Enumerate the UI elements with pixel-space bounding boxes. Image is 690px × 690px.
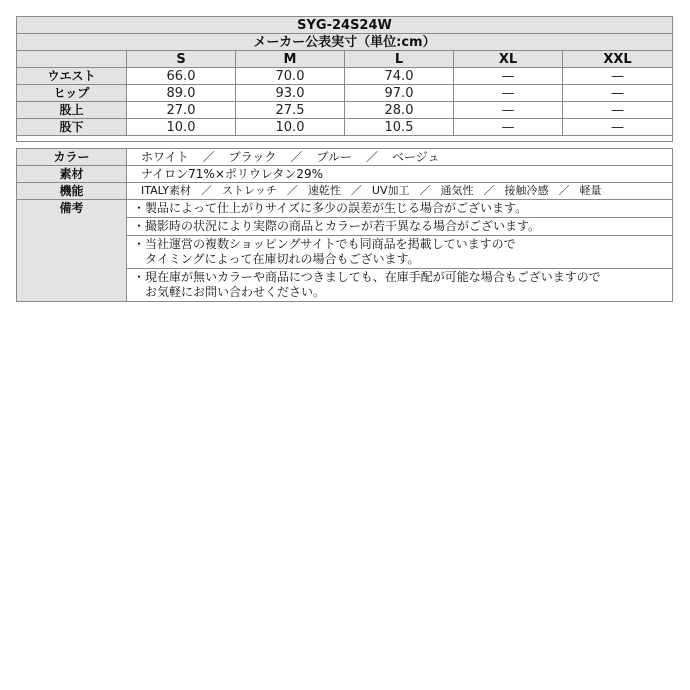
- notes-row: [17, 200, 673, 218]
- size-cell: 89.0: [127, 85, 236, 102]
- note-line: ・当社運営の複数ショッピングサイトでも同商品を掲載していますので: [133, 237, 516, 251]
- size-cell: 66.0: [127, 68, 236, 85]
- size-cell: —: [563, 85, 673, 102]
- size-row: [17, 85, 673, 102]
- size-table-subtitle: メーカー公表実寸（単位:cm）: [17, 34, 673, 51]
- size-cell: 10.0: [236, 119, 345, 136]
- row-label-rise: 股上: [17, 102, 127, 119]
- color-item: ブルー: [316, 150, 352, 164]
- color-item: ホワイト: [141, 150, 189, 164]
- product-info-table: [16, 148, 673, 302]
- size-cell: 28.0: [345, 102, 454, 119]
- separator: ／: [419, 184, 431, 197]
- size-row: [17, 102, 673, 119]
- row-label-waist: ウエスト: [17, 68, 127, 85]
- size-header: M: [236, 51, 345, 68]
- color-item: ブラック: [228, 150, 277, 164]
- size-cell: 97.0: [345, 85, 454, 102]
- row-label-hip: ヒップ: [17, 85, 127, 102]
- size-cell: 10.5: [345, 119, 454, 136]
- note-item: [127, 218, 673, 236]
- note-item: [127, 269, 673, 302]
- separator: ／: [290, 150, 303, 164]
- size-cell: 93.0: [236, 85, 345, 102]
- notes-label: 備考: [17, 200, 127, 302]
- function-item: ITALY素材: [141, 184, 192, 197]
- note-line: ・製品によって仕上がりサイズに多少の誤差が生じる場合がございます。: [133, 201, 528, 215]
- material-label: 素材: [17, 166, 127, 183]
- color-row: [17, 149, 673, 166]
- function-item: ストレッチ: [222, 184, 277, 197]
- function-item: 接触冷感: [504, 184, 549, 197]
- note-item: [127, 200, 673, 218]
- note-item: [127, 236, 673, 269]
- size-table: [16, 16, 673, 142]
- color-values: [127, 149, 673, 166]
- separator: ／: [365, 150, 378, 164]
- size-cell: —: [454, 119, 563, 136]
- size-header: XL: [454, 51, 563, 68]
- size-header: S: [127, 51, 236, 68]
- function-item: UV加工: [371, 184, 410, 197]
- note-line: ・撮影時の状況により実際の商品とカラーが若干異なる場合がございます。: [133, 219, 541, 233]
- size-header: L: [345, 51, 454, 68]
- color-item: ベージュ: [391, 150, 440, 164]
- color-label: カラー: [17, 149, 127, 166]
- size-cell: —: [454, 85, 563, 102]
- note-line: お気軽にお問い合わせください。: [133, 285, 326, 299]
- size-header-blank: [17, 51, 127, 68]
- size-cell: 27.0: [127, 102, 236, 119]
- row-label-inseam: 股下: [17, 119, 127, 136]
- function-values: [127, 183, 673, 200]
- size-cell: 27.5: [236, 102, 345, 119]
- function-item: 軽量: [579, 184, 602, 197]
- size-cell: —: [454, 68, 563, 85]
- size-row: [17, 119, 673, 136]
- separator: ／: [201, 184, 213, 197]
- size-cell: —: [563, 102, 673, 119]
- size-cell: —: [563, 68, 673, 85]
- size-cell: 74.0: [345, 68, 454, 85]
- note-line: タイミングによって在庫切れの場合もございます。: [133, 252, 420, 266]
- material-row: [17, 166, 673, 183]
- separator: ／: [483, 184, 495, 197]
- size-row: [17, 68, 673, 85]
- function-item: 通気性: [440, 184, 474, 197]
- function-label: 機能: [17, 183, 127, 200]
- material-value: ナイロン71%×ポリウレタン29%: [127, 166, 673, 183]
- size-header: XXL: [563, 51, 673, 68]
- separator: ／: [558, 184, 570, 197]
- model-number: SYG-24S24W: [17, 17, 673, 34]
- separator: ／: [202, 150, 215, 164]
- separator: ／: [286, 184, 298, 197]
- spacer-cell: [17, 136, 673, 142]
- size-cell: 70.0: [236, 68, 345, 85]
- function-item: 速乾性: [307, 184, 341, 197]
- size-cell: 10.0: [127, 119, 236, 136]
- note-line: ・現在庫が無いカラーや商品につきましても、在庫手配が可能な場合もございますので: [133, 270, 601, 284]
- separator: ／: [350, 184, 362, 197]
- size-cell: —: [454, 102, 563, 119]
- size-cell: —: [563, 119, 673, 136]
- function-row: [17, 183, 673, 200]
- size-table-spacer: [17, 136, 673, 142]
